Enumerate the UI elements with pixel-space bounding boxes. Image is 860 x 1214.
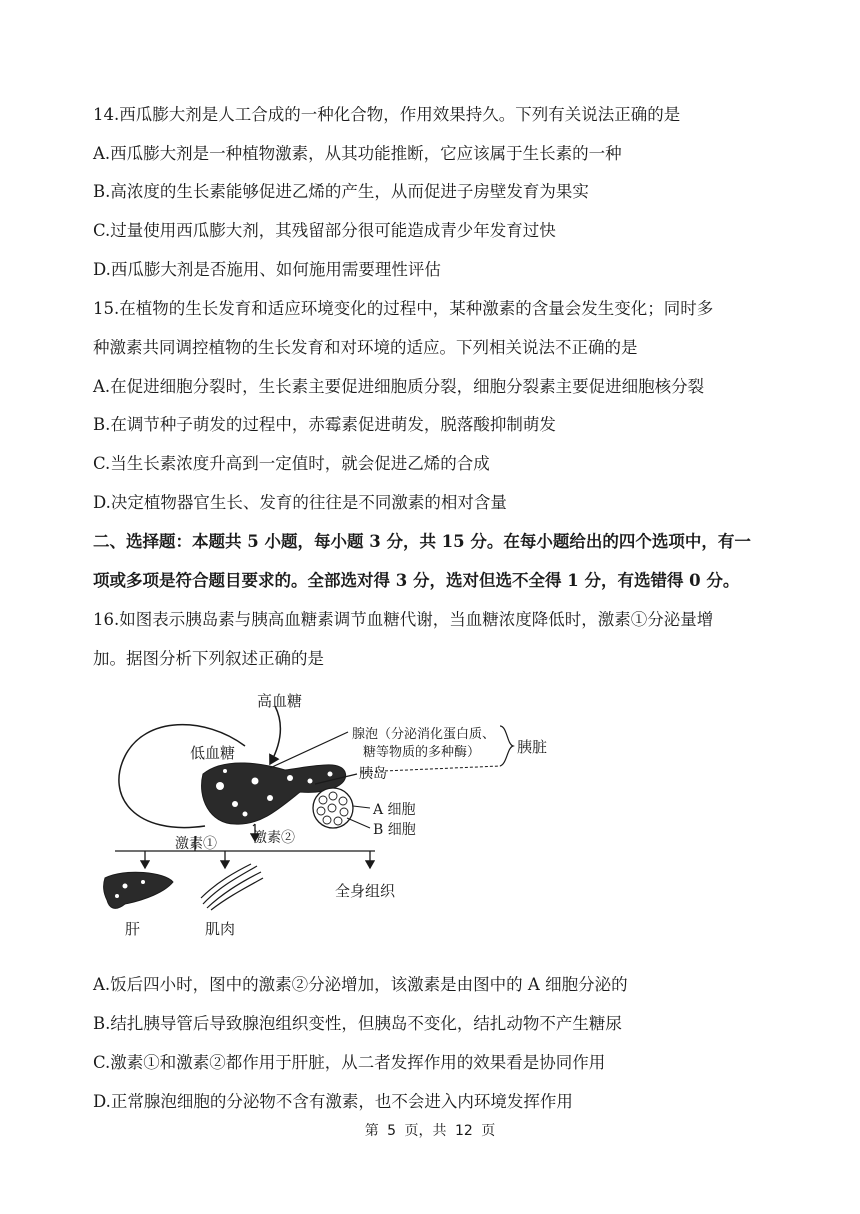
q16-option-d: D.正常腺泡细胞的分泌物不含有激素，也不会进入内环境发挥作用: [93, 1092, 573, 1111]
q14-option-c: C.过量使用西瓜膨大剂，其残留部分很可能造成青少年发育过快: [93, 221, 556, 240]
islet-label: 胰岛: [359, 766, 387, 782]
liver-label: 肝: [125, 920, 141, 938]
footer-suffix: 页: [481, 1123, 496, 1139]
q14-option-d: D.西瓜膨大剂是否施用、如何施用需要理性评估: [93, 260, 441, 279]
footer-prefix: 第: [364, 1123, 379, 1139]
hormone1-label: 激素①: [175, 836, 217, 852]
footer-middle: 页，共: [404, 1123, 447, 1139]
low-sugar-label: 低血糖: [190, 744, 236, 762]
q14-option-b: B.高浓度的生长素能够促进乙烯的产生，从而促进子房壁发育为果实: [93, 182, 589, 201]
q16-option-a: A.饭后四小时，图中的激素②分泌增加，该激素是由图中的 A 细胞分泌的: [93, 975, 628, 994]
q15-option-a: A.在促进细胞分裂时，生长素主要促进细胞质分裂，细胞分裂素主要促进细胞核分裂: [93, 377, 705, 396]
q16-stem-line1: 16.如图表示胰岛素与胰高血糖素调节血糖代谢，当血糖浓度降低时，激素①分泌量增: [93, 610, 714, 629]
q16-option-c: C.激素①和激素②都作用于肝脏，从二者发挥作用的效果看是协同作用: [93, 1053, 606, 1072]
cell-b-label: B 细胞: [373, 822, 416, 838]
pancreas-bracket: [500, 726, 513, 766]
q14-stem: 14.西瓜膨大剂是人工合成的一种化合物，作用效果持久。下列有关说法正确的是: [93, 105, 681, 124]
q15-stem-line2: 种激素共同调控植物的生长发育和对环境的适应。下列相关说法不正确的是: [93, 338, 638, 357]
pancreas-hormone-diagram: [95, 686, 565, 946]
muscle-icon: [201, 864, 263, 910]
q16-option-b: B.结扎胰导管后导致腺泡组织变性，但胰岛不变化，结扎动物不产生糖尿: [93, 1014, 622, 1033]
cell-b-pointer: [347, 818, 370, 828]
liver-icon: [104, 872, 173, 908]
q15-option-d: D.决定植物器官生长、发育的往往是不同激素的相对含量: [93, 493, 507, 512]
acinus-label-line2: 糖等物质的多种酶）: [363, 745, 481, 760]
acinus-label-line1: 腺泡（分泌消化蛋白质、: [352, 727, 496, 742]
q16-stem-line2: 加。据图分析下列叙述正确的是: [93, 649, 324, 668]
high-sugar-label: 高血糖: [257, 692, 303, 710]
section2-line2: 项或多项是符合题目要求的。全部选对得 3 分，选对但选不全得 1 分，有选错得 0 分。: [93, 571, 740, 590]
pancreas-label: 胰脏: [517, 738, 548, 756]
high-sugar-arrow: [270, 706, 280, 764]
page-footer: [0, 1120, 860, 1140]
acinus-pointer: [270, 732, 348, 768]
q15-option-c: C.当生长素浓度升高到一定值时，就会促进乙烯的合成: [93, 454, 490, 473]
section2-line1: 二、选择题：本题共 5 小题，每小题 3 分，共 15 分。在每小题给出的四个选项中，有一: [93, 532, 751, 551]
hormone2-label: 激素②: [253, 830, 295, 846]
muscle-label: 肌肉: [205, 920, 236, 938]
q15-option-b: B.在调节种子萌发的过程中，赤霉素促进萌发，脱落酸抑制萌发: [93, 415, 556, 434]
cell-a-pointer: [353, 806, 370, 808]
whole-body-label: 全身组织: [335, 882, 396, 900]
footer-total-pages: 12: [455, 1123, 473, 1139]
q15-stem-line1: 15.在植物的生长发育和适应环境变化的过程中，某种激素的含量会发生变化；同时多: [93, 299, 714, 318]
cell-a-label: A 细胞: [373, 802, 416, 818]
q14-option-a: A.西瓜膨大剂是一种植物激素，从其功能推断，它应该属于生长素的一种: [93, 144, 622, 163]
footer-page-number: 5: [387, 1123, 397, 1139]
